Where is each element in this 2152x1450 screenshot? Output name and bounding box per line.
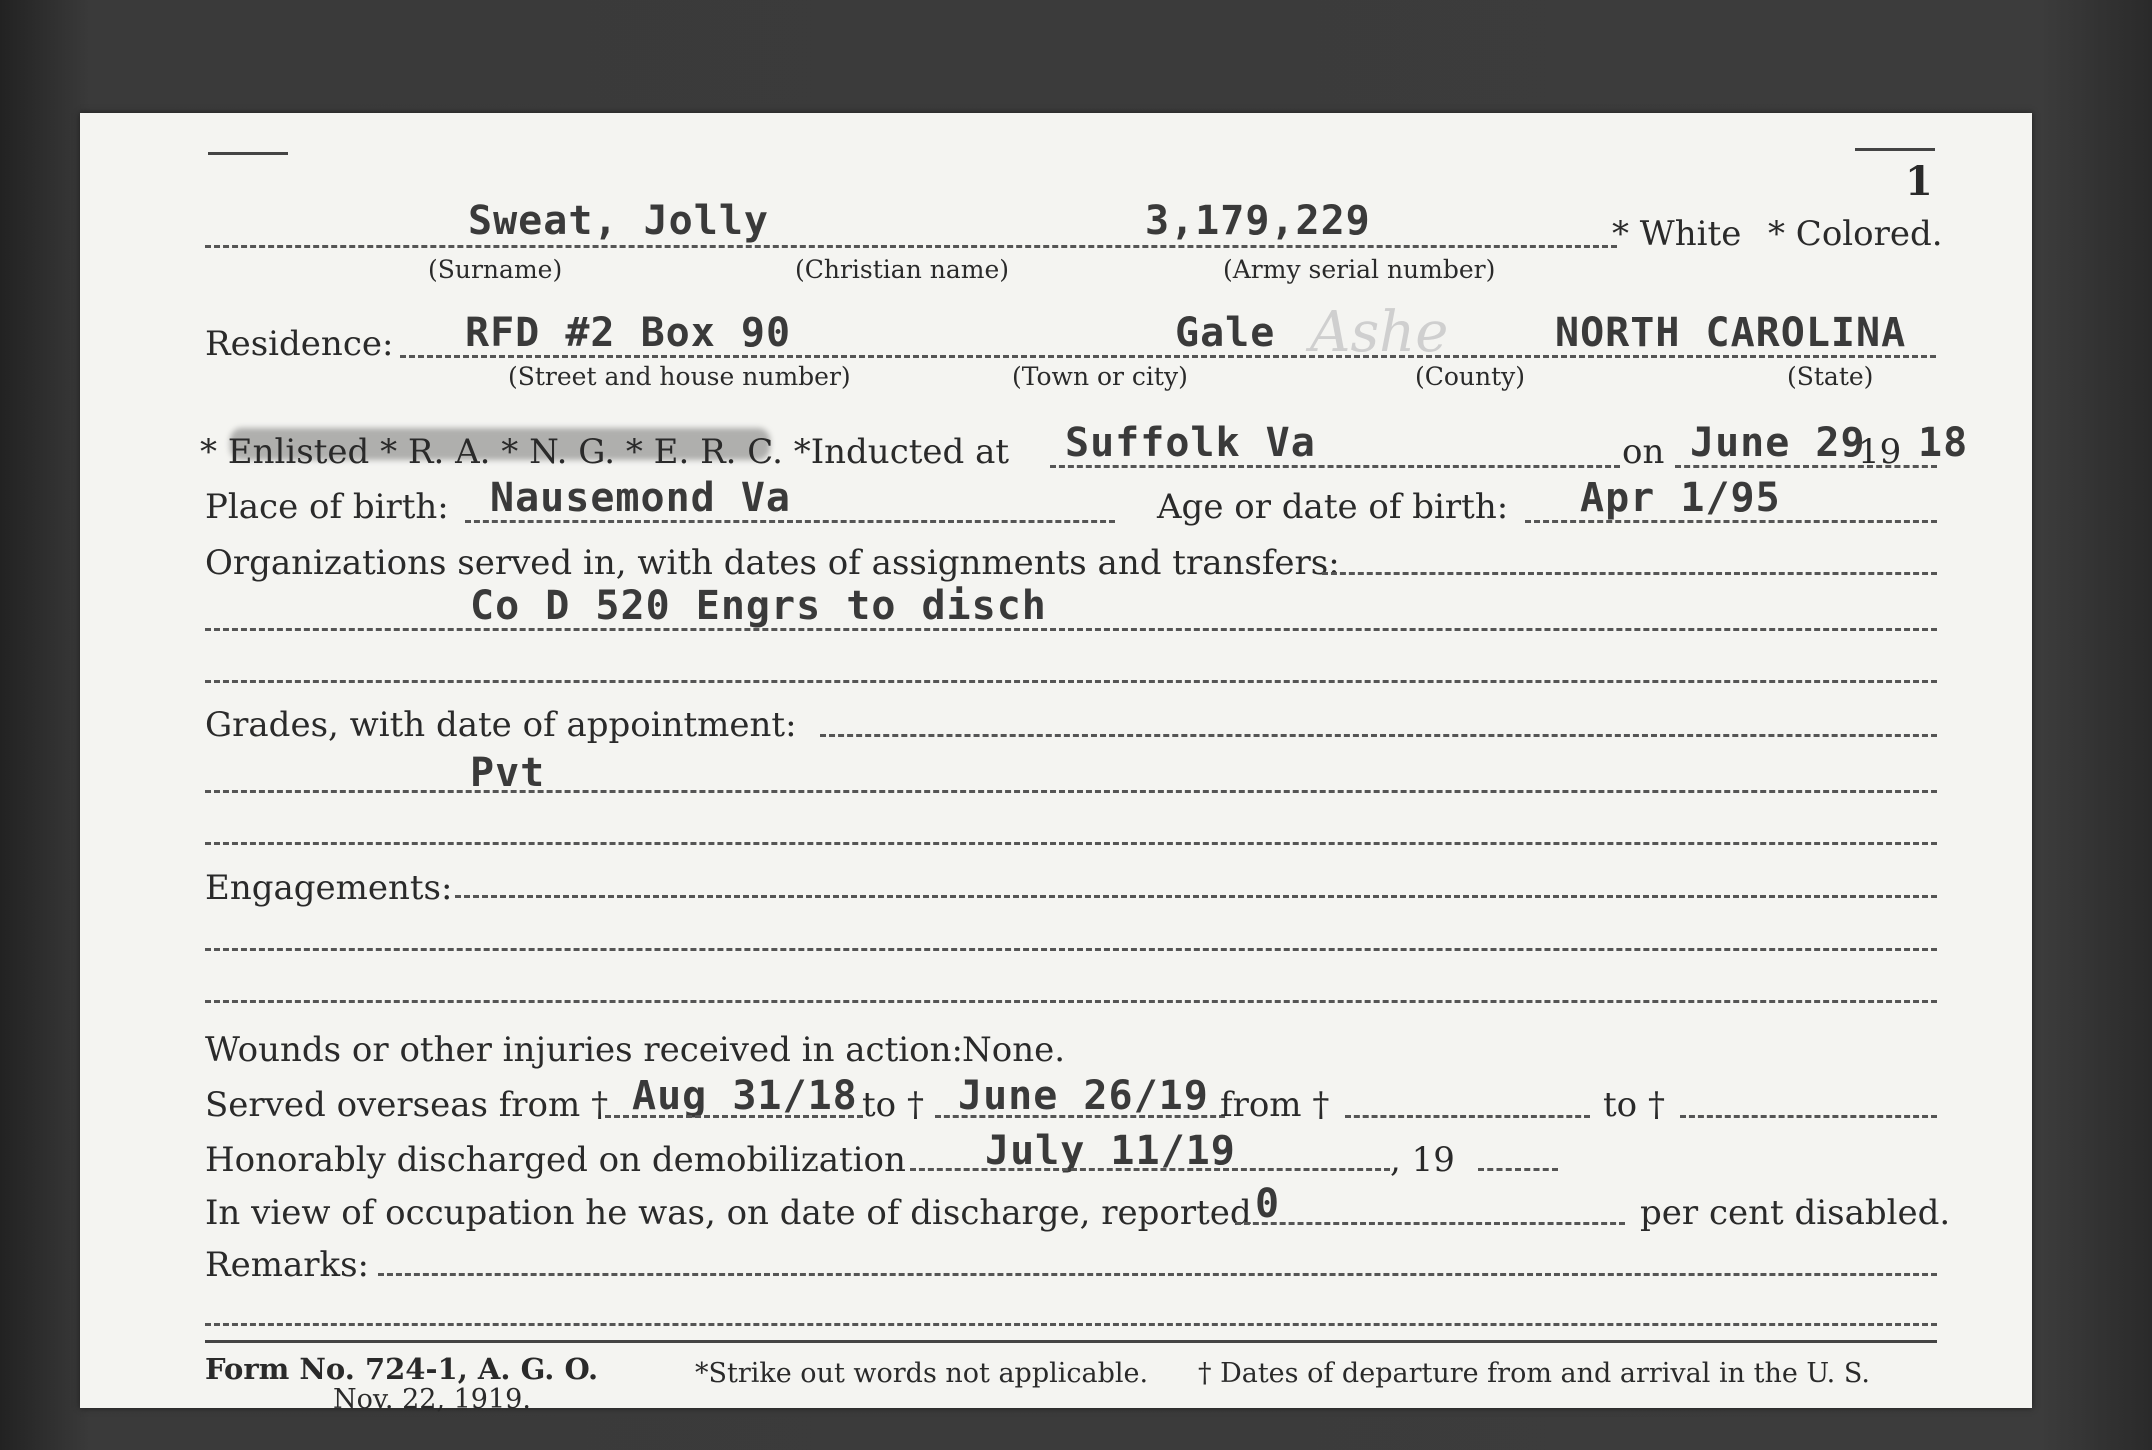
engagements-label: Engagements: [205, 868, 453, 908]
surname-value: Sweat, Jolly [468, 198, 769, 244]
residence-label: Residence: [205, 324, 394, 364]
organizations-line-0 [1322, 572, 1937, 575]
colored-option: * Colored. [1768, 214, 1943, 254]
state-value: NORTH CAROLINA [1555, 310, 1907, 356]
corner-mark-left [208, 152, 288, 155]
inducted-date-value: June 29 [1690, 420, 1866, 466]
enlisted-label: * Enlisted * R. A. * N. G. * E. R. C. *Inducted at [200, 432, 1010, 472]
engagements-line-0 [455, 895, 1937, 898]
disability-value: 0 [1255, 1181, 1281, 1227]
residence-line [400, 355, 1936, 358]
strike-note: *Strike out words not applicable. [695, 1358, 1149, 1389]
inducted-year-value: 18 [1918, 420, 1969, 466]
overseas-to2-label: to † [1603, 1085, 1665, 1125]
remarks-label: Remarks: [205, 1245, 369, 1285]
dates-note: † Dates of departure from and arrival in the U. S. [1198, 1358, 1870, 1389]
birthplace-label: Place of birth: [205, 487, 449, 527]
form-date: Nov. 22, 1919. [333, 1384, 531, 1415]
overseas-label: Served overseas from † [205, 1085, 609, 1125]
surname-caption: (Surname) [428, 255, 563, 284]
overseas-to-line [935, 1115, 1225, 1118]
engagements-line-1 [205, 948, 1937, 951]
serial-caption: (Army serial number) [1223, 255, 1496, 284]
card-number: 1 [1905, 158, 1933, 205]
age-label: Age or date of birth: [1157, 487, 1509, 527]
overseas-from-line [605, 1115, 863, 1118]
discharge-year-line [1478, 1168, 1558, 1171]
overseas-to-value: June 26/19 [958, 1073, 1209, 1119]
disability-label: In view of occupation he was, on date of discharge, reported [205, 1193, 1252, 1233]
grades-line-2 [205, 842, 1937, 845]
white-option: * White [1612, 214, 1742, 254]
county-caption: (County) [1415, 362, 1526, 391]
disability-suffix: per cent disabled. [1640, 1193, 1951, 1233]
overseas-from2-label: from † [1220, 1085, 1330, 1125]
discharge-label: Honorably discharged on demobilization [205, 1140, 906, 1180]
grades-line-0 [820, 734, 1937, 737]
street-value: RFD #2 Box 90 [465, 310, 792, 356]
town-caption: (Town or city) [1012, 362, 1188, 391]
christian-name-caption: (Christian name) [795, 255, 1010, 284]
year-prefix: 19 [1858, 432, 1902, 472]
wounds-label: Wounds or other injuries received in action: [205, 1030, 963, 1070]
grades-value: Pvt [470, 750, 546, 796]
overseas-to2-line [1680, 1115, 1937, 1118]
form-number: Form No. 724-1, A. G. O. [205, 1352, 599, 1386]
organizations-value: Co D 520 Engrs to disch [470, 583, 1047, 629]
inducted-place-value: Suffolk Va [1065, 420, 1316, 466]
serial-value: 3,179,229 [1145, 198, 1371, 244]
footer-rule [205, 1340, 1937, 1343]
state-caption: (State) [1787, 362, 1874, 391]
name-line [205, 245, 1617, 248]
engagements-line-2 [205, 1000, 1937, 1003]
overseas-from2-line [1345, 1115, 1590, 1118]
inducted-line [1050, 465, 1620, 468]
wounds-value: None. [962, 1030, 1066, 1070]
grades-line-1 [205, 790, 1937, 793]
organizations-line-1 [205, 628, 1937, 631]
grades-label: Grades, with date of appointment: [205, 705, 797, 745]
corner-mark-right [1855, 148, 1935, 151]
discharge-line [910, 1168, 1390, 1171]
remarks-line-0 [378, 1273, 1937, 1276]
on-label: on [1622, 432, 1665, 472]
overseas-from-value: Aug 31/18 [632, 1073, 858, 1119]
overseas-to-label: to † [862, 1085, 924, 1125]
discharge-year-prefix: , 19 [1390, 1140, 1455, 1180]
street-caption: (Street and house number) [508, 362, 851, 391]
birthplace-value: Nausemond Va [490, 475, 791, 521]
discharge-date-value: July 11/19 [985, 1128, 1236, 1174]
town-value: Gale [1175, 310, 1276, 356]
birthdate-value: Apr 1/95 [1580, 475, 1781, 521]
date-line [1675, 465, 1937, 468]
remarks-line-1 [205, 1323, 1937, 1326]
birthplace-line [465, 520, 1115, 523]
county-handwriting: Ashe [1310, 300, 1449, 365]
organizations-label: Organizations served in, with dates of assignments and transfers: [205, 543, 1340, 583]
disability-line [1235, 1222, 1625, 1225]
organizations-line-2 [205, 680, 1937, 683]
birthdate-line [1525, 520, 1937, 523]
